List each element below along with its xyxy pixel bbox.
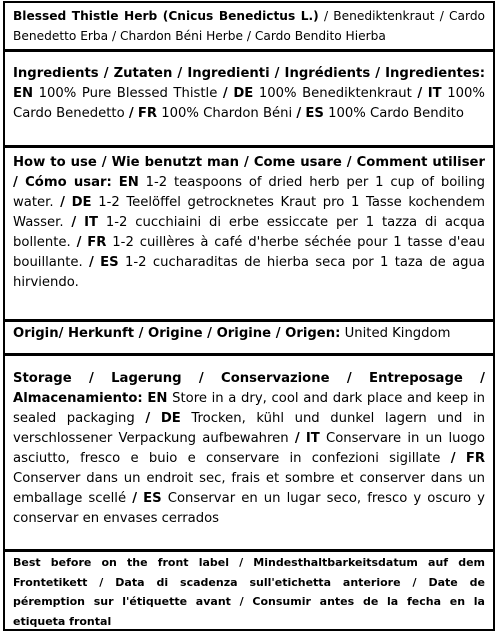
lang-code: EN [13, 86, 34, 101]
storage-section: Storage / Lagerung / Conservazione / Entreposage / Almacenamiento: EN Store in a dry, cool and dark place and keep in sealed packaging / DE Trocken, kühl und dunkel lagern und in verschlossener Verpackung aufbewahren / IT Conservare in un luogo asciutto, fresco e buio e conservare in confezioni sigillate / FR Conserver dans un endroit sec, frais et sombre et conserver dans un emballage scellé / ES Conservar en un lugar seco, fresco y oscuro y conservar en envases cerrados [13, 371, 485, 526]
lang-code: ES [305, 106, 324, 121]
how-to-use-heading: How to use / Wie benutzt man / Come usare / Comment utiliser / Cómo usar: [13, 155, 485, 190]
how-to-use-section: How to use / Wie benutzt man / Come usare / Comment utiliser / Cómo usar: EN 1-2 teaspoons of dried herb per 1 cup of boiling water. / DE 1-2 Teelöffel getrocknetes Kraut pro 1 Tasse kochendem Wasser. / IT 1-2 cucchiaini di erbe essiccate per 1 tazza di acqua bollente. / FR 1-2 cuillères à café d'herbe séchée pour 1 tasse d'eau bouillante. / ES 1-2 cucharaditas de hierba seca por 1 taza de agua hirviendo. [13, 155, 485, 290]
ingredients-text-de: 100% Benediktenkraut [258, 86, 412, 101]
storage-text-it: Conservare in un luogo asciutto, fresco e buio e conservare in confezioni sigillate [13, 431, 485, 466]
ingredients-text-en: 100% Pure Blessed Thistle [38, 86, 218, 101]
title-name-it: Cardo Benedetto Erba [13, 9, 486, 43]
title-name-fr: Chardon Béni Herbe [119, 29, 244, 43]
product-title: Blessed Thistle Herb (Cnicus Benedictus L.) / Benediktenkraut / Cardo Benedetto Erba / Chardon Béni Herbe / Cardo Bendito Hierba [13, 9, 486, 43]
storage-text-en: Store in a dry, cool and dark place and keep in sealed packaging [13, 391, 485, 426]
divider [5, 319, 493, 322]
divider [5, 353, 493, 356]
lang-code: IT [84, 215, 98, 230]
ingredients-text-fr: 100% Chardon Béni [161, 106, 293, 121]
how-to-use-text-es: 1-2 cucharaditas de hierba seca por 1 taza de agua hirviendo. [13, 255, 485, 290]
ingredients-heading: Ingredients / Zutaten / Ingredienti / Ingrédients / Ingredientes: [13, 66, 485, 81]
origin-value: United Kingdom [344, 326, 451, 341]
title-name-es: Cardo Bendito Hierba [254, 29, 386, 43]
lang-code: DE [233, 86, 254, 101]
lang-code: ES [100, 255, 119, 270]
lang-code: DE [160, 411, 181, 426]
how-to-use-text-it: 1-2 cucchiaini di erbe essiccate per 1 tazza di acqua bollente. [13, 215, 485, 250]
lang-code: IT [427, 86, 442, 101]
origin-section [5, 324, 493, 344]
storage-text-es: Conservar en un lugar seco, fresco y oscuro y conservar en envases cerrados [13, 491, 485, 526]
ingredients-section: Ingredients / Zutaten / Ingredienti / Ingrédients / Ingredientes: EN 100% Pure Blessed Thistle / DE 100% Benediktenkraut / IT 100% Cardo Benedetto / FR 100% Chardon Béni / ES 100% Cardo Bendito [13, 66, 485, 121]
how-to-use-text-de: 1-2 Teelöffel getrocknetes Kraut pro 1 Tasse kochendem Wasser. [13, 195, 485, 230]
best-before-text: Best before on the front label / Mindesthaltbarkeitsdatum auf dem Frontetikett / Data di scadenza sull'etichetta anteriore / Date de péremption sur l'étiquette avant / Consumir antes de la fecha en la etiqueta frontal [13, 556, 485, 628]
lang-code: EN [147, 391, 168, 406]
lang-code: IT [305, 431, 320, 446]
divider [5, 145, 493, 148]
storage-text-fr: Conserver dans un endroit sec, frais et sombre et conserver dans un emballage scellé [13, 471, 485, 506]
title-name-de: Benediktenkraut [333, 9, 435, 23]
storage-text-de: Trocken, kühl und dunkel lagern und in verschlossener Verpackung aufbewahren [13, 411, 485, 446]
product-label [3, 1, 495, 631]
lang-code: FR [465, 451, 485, 466]
divider [5, 49, 493, 52]
title-latin: Blessed Thistle Herb (Cnicus Benedictus L.) [13, 9, 319, 23]
lang-code: FR [87, 235, 107, 250]
best-before-section [5, 553, 493, 631]
storage-heading: Storage / Lagerung / Conservazione / Entreposage / Almacenamiento: [13, 371, 485, 406]
lang-code: FR [137, 106, 158, 121]
lang-code: DE [71, 195, 92, 210]
how-to-use-text-fr: 1-2 cuillères à café d'herbe séchée pour 1 tasse d'eau bouillante. [13, 235, 485, 270]
lang-code: ES [143, 491, 162, 506]
ingredients-text-it: 100% Cardo Benedetto [13, 86, 485, 121]
divider [5, 549, 493, 552]
lang-code: EN [118, 175, 139, 190]
origin-heading: Origin/ Herkunft / Origine / Origine / Origen: [13, 326, 341, 341]
ingredients-text-es: 100% Cardo Bendito [328, 106, 464, 121]
how-to-use-text-en: 1-2 teaspoons of dried herb per 1 cup of boiling water. [13, 175, 485, 210]
